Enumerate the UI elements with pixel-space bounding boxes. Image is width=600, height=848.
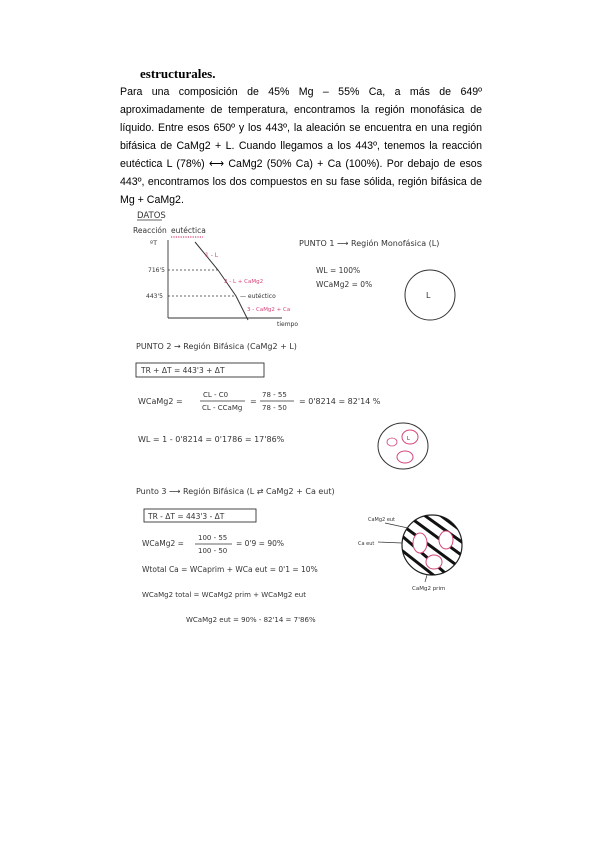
axis-time-label: tiempo [277, 321, 299, 328]
p2-box: TR + ΔT = 443'3 + ΔT [141, 366, 225, 375]
body-paragraph: Para una composición de 45% Mg – 55% Ca, a más de 649º aproximadamente de temperatura, encontramos la región monofásica de líquido. Entre esos 650º y los 443º, la aleación se encuentra en una región bifásica de CaMg2 + L. Cuando llegamos a los 443º, tenemos la reacción eutéctica L (78%) ⟷ CaMg2 (50% Ca) + Ca (100%). Por debajo de esos 443º, encontramos los dos compuestos en su fase sólida, región bifásica de Mg + CaMg2. [120, 86, 482, 206]
p2-w1-lhs: WCaMg2 = [138, 397, 183, 406]
curve-label-1: 1 - L [205, 252, 219, 259]
p3-w2: Wtotal Ca = WCaprim + WCa eut = 0'1 = 10% [142, 565, 318, 574]
p3-w1-res: = 0'9 = 90% [236, 539, 284, 548]
svg-text:=: = [250, 397, 257, 406]
p3-title: Punto 3 ⟶ Región Bifásica (L ⇄ CaMg2 + Ca eut) [136, 487, 335, 496]
section-heading: estructurales. [140, 66, 216, 81]
p3-w4: WCaMg2 eut = 90% - 82'14 = 7'86% [186, 616, 316, 624]
tick-716: 716'5 [148, 267, 165, 274]
curve-label-2: 2 - L + CaMg2 [224, 279, 264, 285]
notes-eutectica: eutéctica [171, 226, 206, 235]
p3-w1-num: 100 - 55 [198, 534, 228, 542]
p3-w1-lhs: WCaMg2 = [142, 539, 184, 548]
lbl-camg-prim: CaMg2 prim [412, 586, 446, 592]
cooling-curve [146, 239, 298, 328]
notes-reaccion: Reacción [133, 226, 167, 235]
p3-w1-den: 100 - 50 [198, 547, 228, 555]
svg-text:L: L [407, 436, 410, 442]
notes-datos: DATOS [137, 211, 166, 221]
p3-w3: WCaMg2 total = WCaMg2 prim + WCaMg2 eut [142, 591, 306, 599]
axis-t-label: ºT [150, 239, 158, 247]
p1-wl: WL = 100% [316, 266, 361, 275]
p2-w1-num2: 78 - 55 [262, 391, 287, 399]
circle-l-label: L [426, 291, 431, 300]
p2-w1-res: = 0'8214 = 82'14 % [299, 397, 381, 406]
p1-wcamg: WCaMg2 = 0% [316, 280, 373, 289]
p2-w1-den2: 78 - 50 [262, 404, 287, 412]
tick-443: 443'5 [146, 293, 163, 300]
lbl-ca-eut: Ca eut [358, 541, 375, 547]
p2-microstructure [378, 423, 428, 469]
curve-label-3: 3 - CaMg2 + Ca [247, 307, 291, 313]
p1-title: PUNTO 1 ⟶ Región Monofásica (L) [299, 239, 440, 248]
curve-label-eut: — eutéctico [240, 293, 276, 300]
p2-w2: WL = 1 - 0'8214 = 0'1786 = 17'86% [138, 435, 285, 444]
p3-box: TR - ΔT = 443'3 - ΔT [148, 512, 225, 521]
p2-title: PUNTO 2 → Región Bifásica (CaMg2 + L) [136, 342, 297, 351]
p3-microstructure [358, 500, 480, 592]
p2-w1-den: CL - CCaMg [202, 404, 243, 412]
p2-w1-num: CL - C0 [203, 391, 229, 399]
lbl-camg-eut: CaMg2 eut [368, 517, 396, 523]
